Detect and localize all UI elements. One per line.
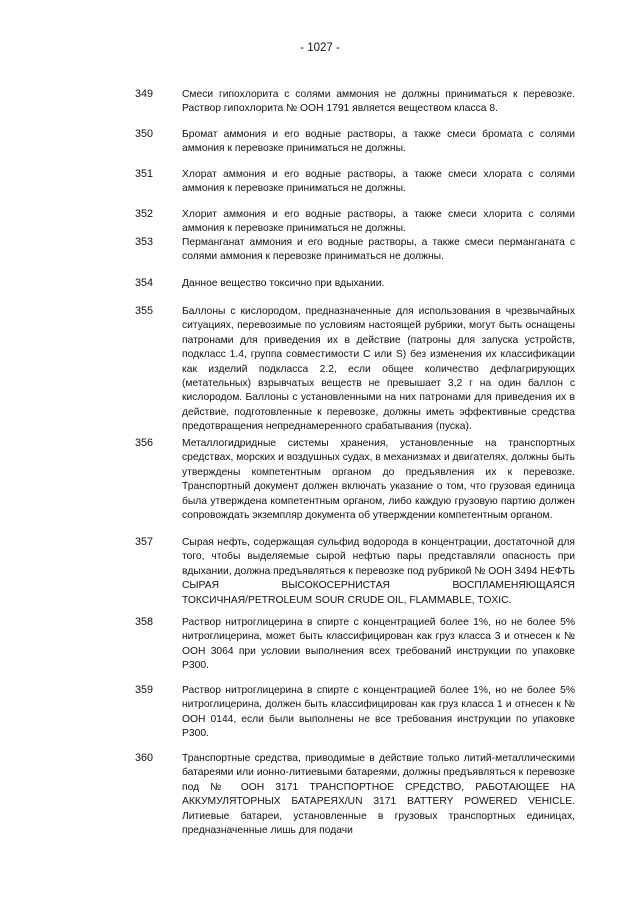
provision-text: Хлорит аммония и его водные растворы, а также смеси хлорита с солями аммония к перевозке приниматься не должны. (182, 209, 575, 235)
provision-number: 356 (135, 437, 154, 449)
provision-text: Раствор нитроглицерина в спирте с концентрацией более 1%, но не более 5% нитроглицерина, должен быть классифицирован как груз класса 1 и отнесен к № ООН 0144, если были выполнены не все требования инструкции по упаковке P300. (182, 685, 575, 740)
provision-text: Бромат аммония и его водные растворы, а также смеси бромата с солями аммония к перевозке приниматься не должны. (182, 129, 575, 155)
provision-number: 352 (135, 208, 154, 220)
provision-number: 359 (135, 684, 154, 696)
provision-text: Баллоны с кислородом, предназначенные для использования в чрезвычайных ситуациях, перевозимые по условиям настоящей рубрики, могут быть оснащены патронами для приведения их в действие (патроны для запуска устройств, подкласс 1.4, группа совместимости C или S) без изменения их классификации как изделий подкласса 2.2, если общее количество дефлагрирующих (метательных) взрывчатых веществ не превышает 3,2 г на один баллон с кислородом. Баллоны с установленными на них патронами для приведения их в действие, подготовленные к перевозке, должны иметь эффективные средства предотвращения непреднамеренного срабатывания (пуска). (182, 306, 575, 433)
provision-text: Транспортные средства, приводимые в действие только литий-металлическими батареями или ионно-литиевыми батареями, должны предъявляться к перевозке под № ООН 3171 ТРАНСПОРТНОЕ СРЕДСТВО, РАБОТАЮЩЕЕ НА АККУМУЛЯТОРНЫХ БАТАРЕЯХ/UN 3171 BATTERY POWERED VEHICLE. Литиевые батареи, установленные в грузовых транспортных единицах, предназначенные лишь для подачи (182, 753, 575, 837)
provision-text: Хлорат аммония и его водные растворы, а также смеси хлората с солями аммония к перевозке приниматься не должны. (182, 169, 575, 195)
provision-text: Смеси гипохлорита с солями аммония не должны приниматься к перевозке. Раствор гипохлорита № ООН 1791 является веществом класса 8. (182, 89, 575, 115)
provision-text: Сырая нефть, содержащая сульфид водорода в концентрации, достаточной для того, чтобы выделяемые сырой нефтью пары представляли опасность при вдыхании, должна предъявляться к перевозке под рубрикой № ООН 3494 НЕФТЬ СЫРАЯ ВЫСОКОСЕРНИСТАЯ ВОСПЛАМЕНЯЮЩАЯСЯ ТОКСИЧНАЯ/PETROLEUM SOUR CRUDE OIL, FLAMMABLE, TOXIC. (182, 537, 575, 606)
provision-number: 358 (135, 616, 154, 628)
provision-number: 354 (135, 277, 154, 289)
provision-text: Металлогидридные системы хранения, установленные на транспортных средствах, морских и воздушных судах, в механизмах и двигателях, должны быть утверждены компетентным органом до предъявления их к перевозке. Транспортный документ должен включать указание о том, что грузовая единица была утверждена компетентным органом, либо каждую грузовую партию должен сопровождать экземпляр документа об утверждении компетентным органом. (182, 438, 575, 522)
provision-number: 349 (135, 88, 154, 100)
provision-text: Раствор нитроглицерина в спирте с концентрацией более 1%, но не более 5% нитроглицерина, может быть классифицирован как груз класса 3 и отнесен к № ООН 3064 при условии выполнения всех требований инструкции по упаковке P300. (182, 617, 575, 672)
provision-text: Данное вещество токсично при вдыхании. (182, 278, 385, 289)
provision-number: 360 (135, 752, 154, 764)
provision-number: 351 (135, 168, 154, 180)
provision-number: 350 (135, 128, 154, 140)
provision-text: Перманганат аммония и его водные растворы, а также смеси перманганата с солями аммония к перевозке приниматься не должны. (182, 237, 575, 263)
provision-number: 357 (135, 536, 154, 548)
page-number: - 1027 - (300, 42, 340, 54)
provision-number: 353 (135, 236, 154, 248)
provision-number: 355 (135, 305, 154, 317)
